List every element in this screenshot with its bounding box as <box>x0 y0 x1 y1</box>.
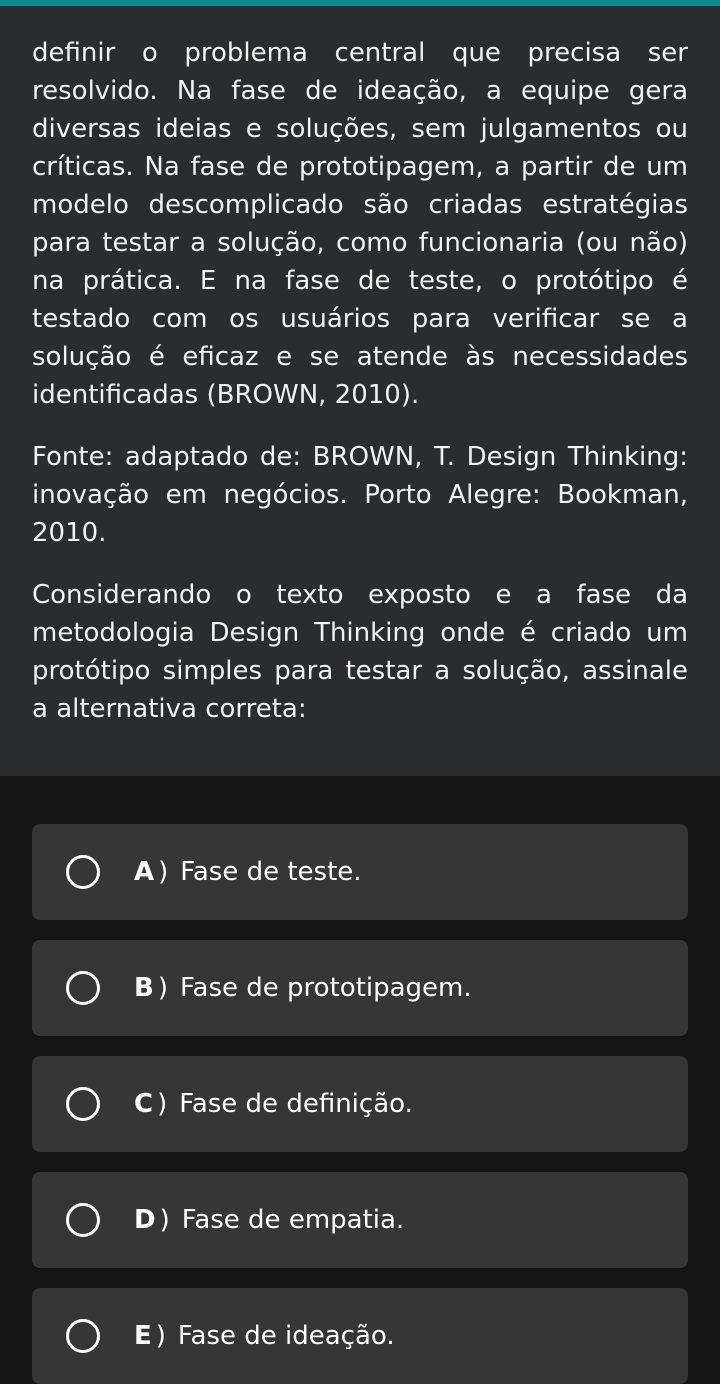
option-e[interactable] <box>32 1288 688 1384</box>
option-text: Fase de prototipagem. <box>179 973 472 1003</box>
option-paren: ) <box>157 1089 168 1119</box>
option-text: Fase de empatia. <box>181 1205 405 1235</box>
radio-icon[interactable] <box>66 971 100 1005</box>
option-paren: ) <box>158 857 169 887</box>
option-paren: ) <box>159 1205 170 1235</box>
radio-icon[interactable] <box>66 1319 100 1353</box>
source-citation: Fonte: adaptado de: BROWN, T. Design Thinking: inovação em negócios. Porto Alegre: Bookman, 2010. <box>32 442 688 548</box>
option-d[interactable] <box>32 1172 688 1268</box>
option-letter: E <box>134 1321 152 1351</box>
question-panel <box>0 6 720 776</box>
option-c[interactable] <box>32 1056 688 1152</box>
option-text: Fase de teste. <box>180 857 362 887</box>
radio-icon[interactable] <box>66 855 100 889</box>
radio-icon[interactable] <box>66 1087 100 1121</box>
option-letter: B <box>134 973 154 1003</box>
radio-icon[interactable] <box>66 1203 100 1237</box>
option-text: Fase de ideação. <box>177 1321 395 1351</box>
option-text: Fase de definição. <box>179 1089 413 1119</box>
question-prompt: Considerando o texto exposto e a fase da metodologia Design Thinking onde é criado um protótipo simples para testar a solução, assinale a alternativa correta: <box>32 580 688 724</box>
option-letter: A <box>134 857 155 887</box>
option-paren: ) <box>155 1321 166 1351</box>
option-a[interactable] <box>32 824 688 920</box>
option-letter: C <box>134 1089 154 1119</box>
question-paragraph: definir o problema central que precisa ser resolvido. Na fase de ideação, a equipe gera diversas ideias e soluções, sem julgamentos ou críticas. Na fase de prototipagem, a partir de um modelo descomplicado são criadas estratégias para testar a solução, como funcionaria (ou não) na prática. E na fase de teste, o protótipo é testado com os usuários para verificar se a solução é eficaz e se atende às necessidades identificadas (BROWN, 2010). <box>32 38 688 410</box>
options-list <box>0 776 720 1380</box>
option-letter: D <box>134 1205 156 1235</box>
option-paren: ) <box>157 973 168 1003</box>
option-b[interactable] <box>32 940 688 1036</box>
